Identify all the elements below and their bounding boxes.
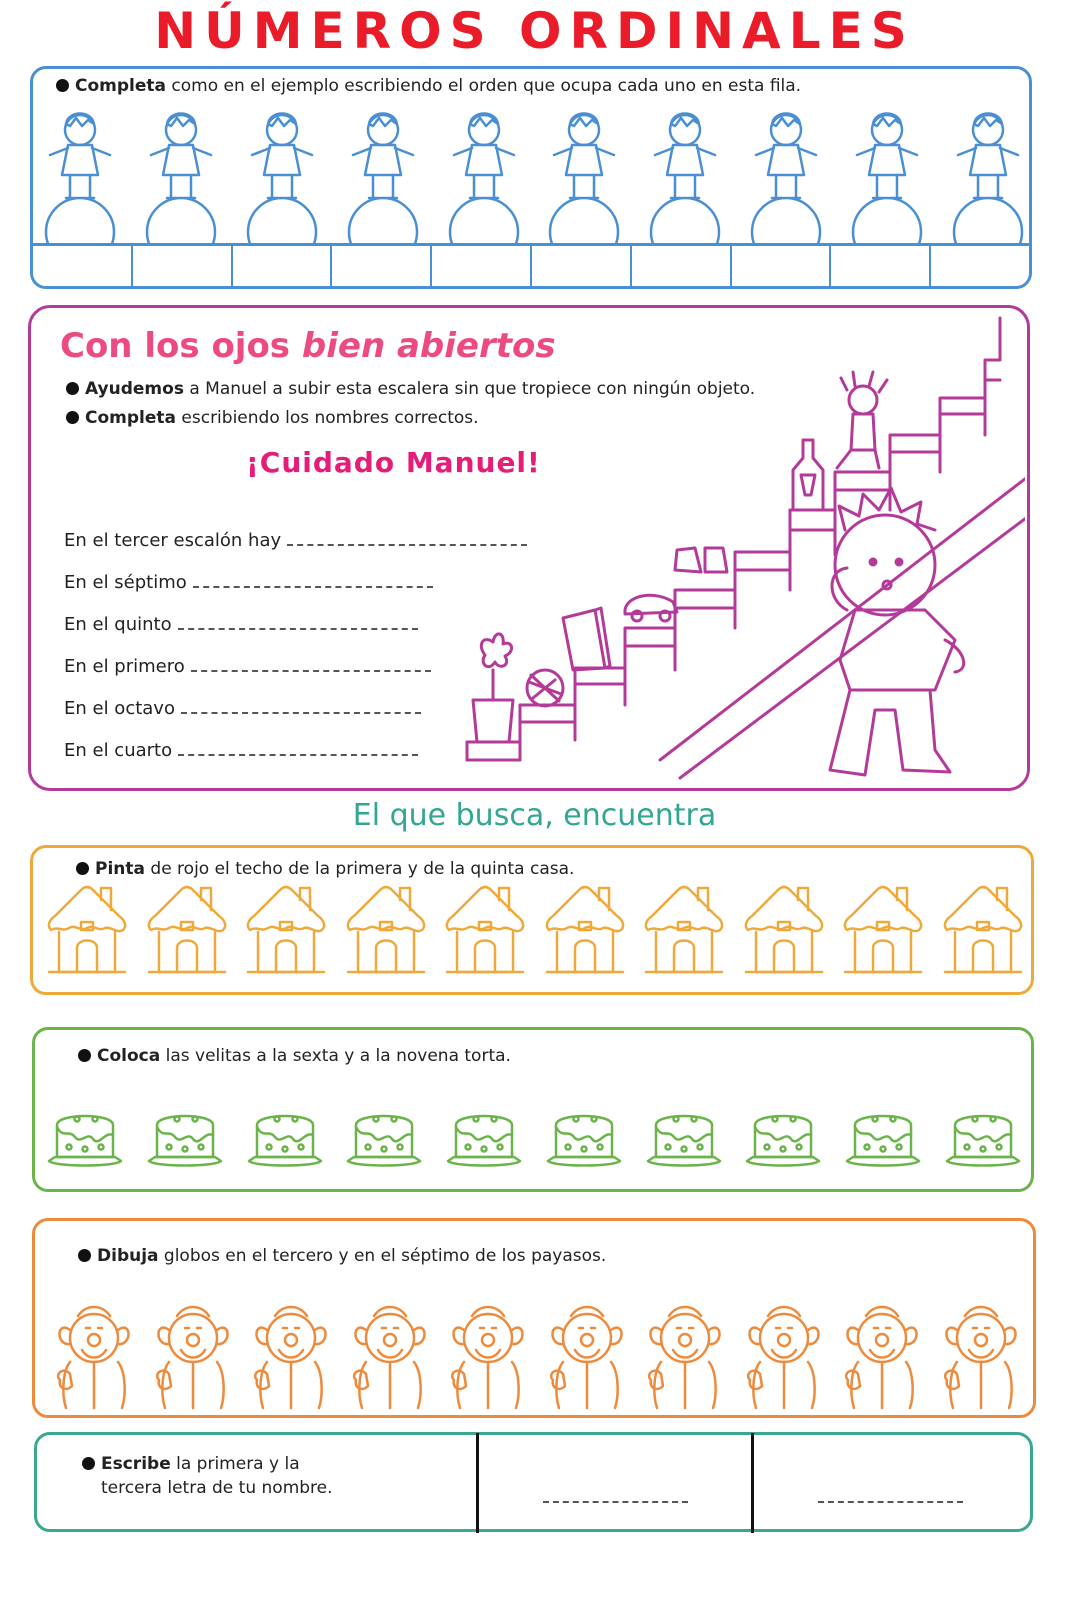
cake-drawing[interactable] (644, 1105, 726, 1171)
clown-drawing[interactable] (937, 1300, 1025, 1410)
house-drawing[interactable] (344, 882, 428, 976)
clowns-instruction: Dibuja globos en el tercero y en el séptimo de los payasos. (78, 1246, 606, 1266)
house-drawing[interactable] (941, 882, 1025, 976)
answer-cell[interactable] (432, 246, 532, 289)
house-drawing[interactable] (841, 882, 925, 976)
answer-cell[interactable] (732, 246, 832, 289)
answer-cell[interactable] (931, 246, 1029, 289)
answer-cells-row (33, 243, 1029, 289)
divider (751, 1433, 754, 1533)
stairs-instruction-1: Ayudemos a Manuel a subir esta escalera sin que tropiece con ningún objeto. (66, 379, 755, 399)
question-line[interactable]: En el cuarto (64, 740, 418, 761)
answer-cell[interactable] (632, 246, 732, 289)
bullet-icon (56, 79, 69, 92)
child-on-ball[interactable] (444, 100, 526, 245)
clown-drawing[interactable] (346, 1300, 434, 1410)
clown-drawing[interactable] (740, 1300, 828, 1410)
bullet-icon (78, 1249, 91, 1262)
cake-drawing[interactable] (245, 1105, 327, 1171)
question-line[interactable]: En el octavo (64, 698, 421, 719)
house-drawing[interactable] (45, 882, 129, 976)
answer-blank[interactable] (178, 744, 418, 756)
stairs-heading: Con los ojos bien abiertos (60, 326, 556, 366)
answer-cell[interactable] (33, 246, 133, 289)
question-line[interactable]: En el tercer escalón hay (64, 530, 527, 551)
cuidado-heading: ¡Cuidado Manuel! (246, 446, 541, 479)
cake-drawing[interactable] (444, 1105, 526, 1171)
clown-drawing[interactable] (50, 1300, 138, 1410)
children-row (40, 100, 1030, 245)
child-on-ball[interactable] (242, 100, 324, 245)
clown-drawing[interactable] (838, 1300, 926, 1410)
answer-cell[interactable] (332, 246, 432, 289)
child-on-ball[interactable] (141, 100, 223, 245)
write-instruction: Escribe la primera y la tercera letra de tu nombre. (82, 1452, 333, 1500)
house-drawing[interactable] (145, 882, 229, 976)
first-letter-blank[interactable] (543, 1493, 688, 1503)
cake-drawing[interactable] (45, 1105, 127, 1171)
house-drawing[interactable] (244, 882, 328, 976)
child-on-ball[interactable] (847, 100, 929, 245)
cake-drawing[interactable] (743, 1105, 825, 1171)
question-line[interactable]: En el séptimo (64, 572, 433, 593)
cake-drawing[interactable] (843, 1105, 925, 1171)
cakes-row (45, 1105, 1025, 1175)
page-title: NÚMEROS ORDINALES (154, 2, 915, 60)
answer-blank[interactable] (181, 702, 421, 714)
cake-drawing[interactable] (544, 1105, 626, 1171)
clown-drawing[interactable] (641, 1300, 729, 1410)
section-heading: El que busca, encuentra (352, 798, 717, 833)
answer-cell[interactable] (532, 246, 632, 289)
house-drawing[interactable] (742, 882, 826, 976)
clowns-row (50, 1300, 1025, 1410)
cake-drawing[interactable] (344, 1105, 426, 1171)
answer-blank[interactable] (178, 618, 418, 630)
child-on-ball[interactable] (544, 100, 626, 245)
staircase-illustration (455, 310, 1025, 785)
child-on-ball[interactable] (40, 100, 122, 245)
child-on-ball[interactable] (948, 100, 1030, 245)
question-line[interactable]: En el quinto (64, 614, 418, 635)
child-on-ball[interactable] (746, 100, 828, 245)
cakes-instruction: Coloca las velitas a la sexta y a la novena torta. (78, 1046, 511, 1066)
clown-drawing[interactable] (247, 1300, 335, 1410)
answer-cell[interactable] (831, 246, 931, 289)
question-line[interactable]: En el primero (64, 656, 431, 677)
bullet-icon (66, 382, 79, 395)
child-on-ball[interactable] (343, 100, 425, 245)
house-drawing[interactable] (642, 882, 726, 976)
answer-blank[interactable] (193, 576, 433, 588)
answer-cell[interactable] (133, 246, 233, 289)
cake-drawing[interactable] (145, 1105, 227, 1171)
house-drawing[interactable] (443, 882, 527, 976)
children-instruction: Completa como en el ejemplo escribiendo el orden que ocupa cada uno en esta fila. (56, 76, 801, 96)
answer-blank[interactable] (191, 660, 431, 672)
houses-instruction: Pinta de rojo el techo de la primera y de la quinta casa. (76, 859, 574, 879)
child-on-ball[interactable] (645, 100, 727, 245)
third-letter-blank[interactable] (818, 1493, 963, 1503)
house-drawing[interactable] (543, 882, 627, 976)
clown-drawing[interactable] (149, 1300, 237, 1410)
divider (476, 1433, 479, 1533)
bullet-icon (66, 411, 79, 424)
clown-drawing[interactable] (543, 1300, 631, 1410)
bullet-icon (78, 1049, 91, 1062)
answer-cell[interactable] (233, 246, 333, 289)
stairs-instruction-2: Completa escribiendo los nombres correctos. (66, 408, 479, 428)
cake-drawing[interactable] (943, 1105, 1025, 1171)
clown-drawing[interactable] (444, 1300, 532, 1410)
bullet-icon (82, 1457, 95, 1470)
houses-row (45, 882, 1025, 977)
bullet-icon (76, 862, 89, 875)
